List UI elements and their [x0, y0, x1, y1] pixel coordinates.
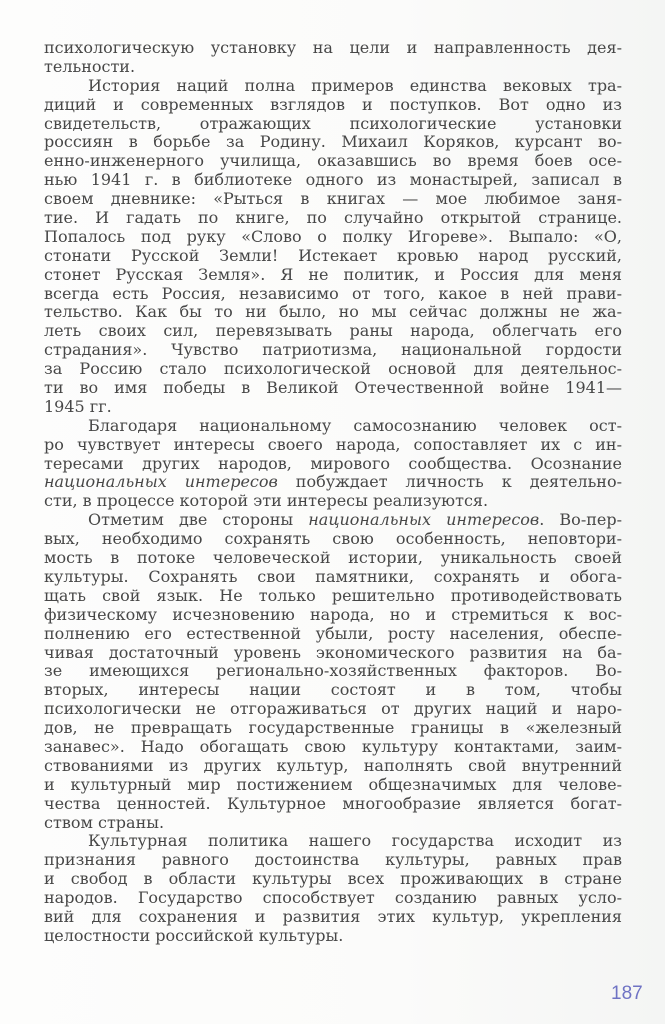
text-line: 1945 гг. [44, 396, 112, 416]
text-line: психологически не отгораживаться от других наций и наро- [44, 699, 622, 719]
text-line: Культурная политика нашего государства исходит из [88, 831, 622, 851]
text-line: ством страны. [44, 812, 165, 832]
text-line: История наций полна примеров единства вековых тра- [88, 75, 622, 95]
text-line: стонати Русской Земли! Истекает кровью народ русский, [44, 245, 622, 265]
text-line: сти, в процессе которой эти интересы реализуются. [44, 491, 489, 511]
text-line: признания равного достоинства культуры, равных прав [44, 850, 622, 870]
page-number: 187 [611, 983, 643, 1004]
body-text [44, 39, 622, 946]
text-line: ти во имя победы в Великой Отечественной войне 1941— [44, 378, 622, 398]
text-line: зе имеющихся регионально-хозяйственных факторов. Во- [44, 661, 622, 681]
text-line: россиян в борьбе за Родину. Михаил Коряков, курсант во- [44, 132, 622, 152]
paragraph [44, 39, 622, 77]
text-line: енно-инженерного училища, оказавшись во время боев осе- [44, 151, 622, 171]
text-line: стонет Русская Земля». Я не политик, и Россия для меня [44, 264, 622, 284]
text-line: психологическую установку на цели и направленность дея- [44, 38, 622, 57]
paragraph [44, 511, 622, 832]
text-line: щать свой язык. Не только решительно противодействовать [44, 585, 622, 605]
text-line: ствованиями из других культур, наполнять свой внутренний [44, 755, 622, 775]
paragraph [44, 417, 622, 511]
text-line: всегда есть Россия, независимо от того, какое в ней прави- [44, 283, 622, 303]
text-line: и культурный мир постижением общезначимых для челове- [44, 774, 622, 794]
text-line: вых, необходимо сохранять свою особенность, неповтори- [44, 529, 622, 549]
text-line: тельство. Как бы то ни было, но мы сейчас должны не жа- [44, 302, 622, 322]
text-line: тие. И гадать по книге, по случайно открытой странице. [44, 208, 622, 228]
text-line: народов. Государство способствует созданию равных усло- [44, 888, 622, 908]
text-line: мость в потоке человеческой истории, уникальность своей [44, 548, 622, 568]
text-line: страдания». Чувство патриотизма, национальной гордости [44, 340, 622, 360]
text-line: Благодаря национальному самосознанию человек ост- [88, 415, 622, 435]
text-line: национальных интересов побуждает личность к деятельно- [44, 472, 623, 492]
text-line: культуры. Сохранять свои памятники, сохранять и обога- [44, 566, 622, 586]
text-line: полнению его естественной убыли, росту населения, обеспе- [44, 623, 622, 643]
emphasized-term: национальных интересов [44, 472, 278, 492]
text-line: вий для сохранения и развития этих культур, укрепления [44, 906, 622, 926]
emphasized-term: национальных интересов [308, 510, 540, 530]
text-line: дов, не превращать государственные границы в «железный [44, 718, 622, 738]
text-line: чивая достаточный уровень экономического развития на ба- [44, 642, 622, 662]
text-line: и свобод в области культуры всех проживающих в стране [44, 869, 622, 889]
text-line: тересами других народов, мирового сообщества. Осознание [44, 453, 622, 473]
text-line: своем дневнике: «Рыться в книгах — мое любимое заня- [44, 189, 622, 209]
text-line: Отметим две стороны национальных интересов. Во-пер- [88, 510, 622, 530]
text-line: свидетельств, отражающих психологические установки [44, 113, 622, 133]
text-line: за Россию стало психологической основой для деятельнос- [44, 359, 622, 379]
text-line: нью 1941 г. в библиотеке одного из монастырей, записал в [44, 170, 622, 190]
text-line: тельности. [44, 56, 136, 76]
text-line: физическому исчезновению народа, но и стремиться к вос- [44, 604, 622, 624]
text-line: чества ценностей. Культурное многообразие является богат- [44, 793, 622, 813]
text-line: занавес». Надо обогащать свою культуру контактами, заим- [44, 736, 622, 756]
paragraph [44, 832, 622, 945]
text-line: ро чувствует интересы своего народа, сопоставляет их с ин- [44, 434, 622, 454]
paragraph [44, 77, 622, 417]
text-line: леть своих сил, перевязывать раны народа, облегчать его [44, 321, 622, 341]
text-line: диций и современных взглядов и поступков. Вот одно из [44, 94, 622, 114]
text-line: вторых, интересы нации состоят и в том, чтобы [44, 680, 622, 700]
text-line: целостности российской культуры. [44, 925, 344, 945]
text-line: Попалось под руку «Слово о полку Игореве». Выпало: «О, [44, 226, 622, 246]
